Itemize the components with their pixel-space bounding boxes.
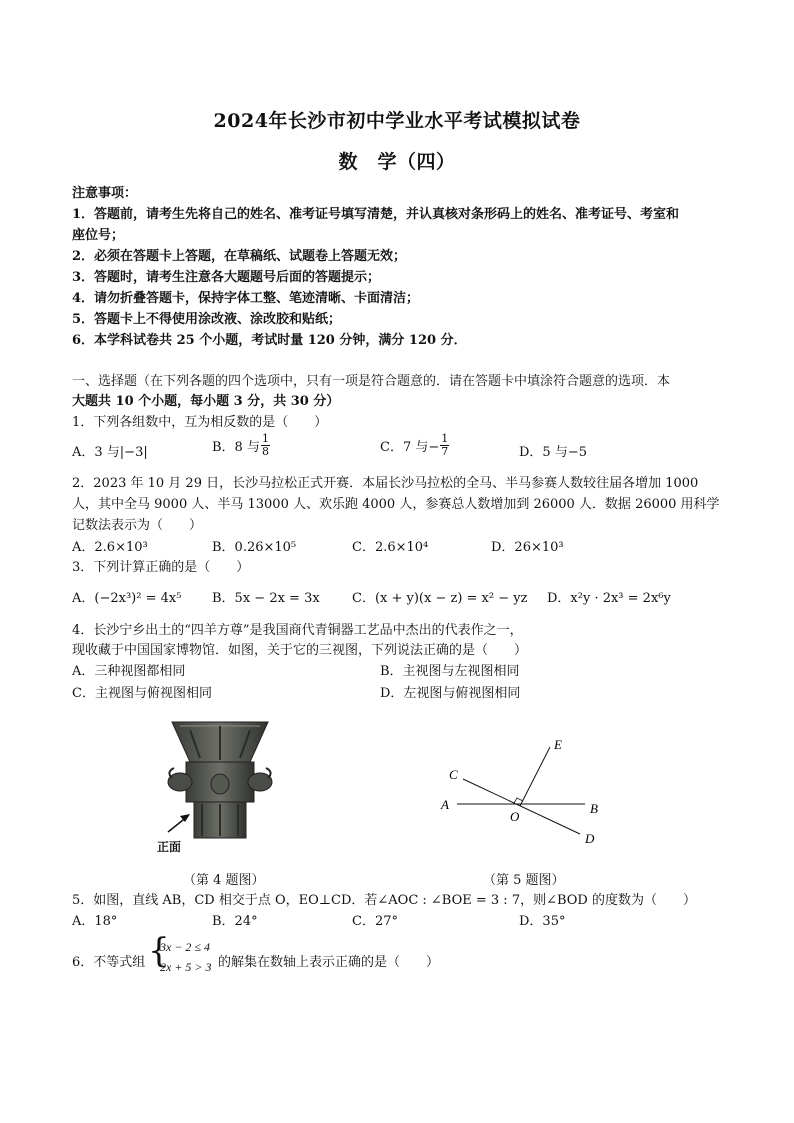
front-view-label: 正面	[157, 840, 182, 854]
q1-option-a: A．3 与|−3|	[72, 445, 148, 460]
notice-heading: 注意事项：	[72, 186, 138, 201]
q2-option-c: C．2.6×10⁴	[352, 540, 429, 555]
q5-option-c: C．27°	[352, 914, 398, 929]
q2-stem-line1: 2．2023 年 10 月 29 日，长沙马拉松正式开赛．本届长沙马拉松的全马、半马参赛人数较往届各增加 1000	[72, 476, 699, 491]
q1-option-d: D．5 与−5	[519, 445, 587, 460]
figure-4-caption: （第 4 题图）	[183, 873, 265, 888]
q2-stem-line3: 记数法表示为（ ）	[72, 518, 203, 533]
q4-option-c: C．主视图与俯视图相同	[72, 686, 212, 701]
ray-oe	[520, 747, 550, 806]
q1-stem: 1．下列各组数中，互为相反数的是（ ）	[72, 415, 328, 430]
label-a: A	[441, 797, 449, 812]
section-heading: 一、选择题（在下列各题的四个选项中，只有一项是符合题意的．请在答题卡中填涂符合题意的选项．本	[72, 374, 671, 389]
q1-option-b: B．8 与 $\frac{1}{8}$	[212, 432, 269, 458]
q2-stem-line2: 人，其中全马 9000 人、半马 13000 人、欢乐跑 4000 人，参赛总人数增加到 26000 人．数据 26000 用科学	[72, 497, 720, 512]
notice-item: 4．请勿折叠答题卡，保持字体工整、笔迹清晰、卡面清洁；	[72, 291, 420, 306]
exam-subtitle: 数 学（四）	[338, 151, 456, 173]
label-b: B	[590, 801, 598, 816]
q5-stem: 5．如图，直线 AB，CD 相交于点 O，EO⊥CD．若∠AOC : ∠BOE = 3 : 7，则∠BOD 的度数为（ ）	[72, 893, 696, 908]
q5-option-a: A．18°	[72, 914, 118, 929]
q2-option-a: A．2.6×10³	[72, 540, 148, 555]
q1-c-numerator: 1	[441, 432, 449, 445]
notice-item: 6．本学科试卷共 25 个小题，考试时量 120 分钟，满分 120 分．	[72, 333, 467, 348]
notice-item: 1．答题前，请考生先将自己的姓名、准考证号填写清楚，并认真核对条形码上的姓名、准考证号、考室和	[72, 207, 680, 222]
q3-option-b: B．5x − 2x = 3x	[212, 591, 320, 606]
q5-option-b: B．24°	[212, 914, 258, 929]
q2-option-d: D．26×10³	[491, 540, 564, 555]
notice-item: 2．必须在答题卡上答题，在草稿纸、试题卷上答题无效；	[72, 249, 407, 264]
q4-option-d: D．左视图与俯视图相同	[380, 686, 521, 701]
q6-stem-post: 的解集在数轴上表示正确的是（ ）	[218, 955, 440, 970]
q1-b-numerator: 1	[261, 432, 269, 445]
q2-option-b: B．0.26×10⁵	[212, 540, 297, 555]
exam-title: 2024年长沙市初中学业水平考试模拟试卷	[213, 110, 581, 132]
q4-stem-line1: 4．长沙宁乡出土的“四羊方尊”是我国商代青铜器工艺品中杰出的代表作之一，	[72, 623, 523, 638]
q6-inequality-2: 2x + 5 > 3	[160, 960, 212, 974]
section-heading-cont: 大题共 10 个小题，每小题 3 分，共 30 分）	[72, 394, 340, 409]
q1-c-denominator: 7	[441, 445, 449, 458]
q1-b-denominator: 8	[261, 445, 269, 458]
q6-stem-pre: 6．不等式组	[72, 955, 146, 970]
q3-option-d: D．x²y · 2x³ = 2x⁶y	[547, 591, 671, 606]
q6-inequality-1: 3x − 2 ≤ 4	[160, 940, 211, 954]
q3-stem: 3．下列计算正确的是（ ）	[72, 560, 250, 575]
notice-item: 座位号；	[72, 228, 125, 243]
q1-option-c: C．7 与− $\frac{1}{7}$	[380, 432, 449, 458]
q4-stem-line2: 现收藏于中国国家博物馆．如图，关于它的三视图，下列说法正确的是（ ）	[72, 643, 528, 658]
q4-option-b: B．主视图与左视图相同	[380, 664, 520, 679]
line-cd	[463, 779, 580, 834]
q3-option-a: A．(−2x³)² = 4x⁵	[72, 591, 182, 606]
notice-item: 3．答题时，请考生注意各大题题号后面的答题提示；	[72, 270, 381, 285]
figure-5-caption: （第 5 题图）	[483, 873, 565, 888]
q3-option-c: C．(x + y)(x − z) = x² − yz	[352, 591, 528, 606]
system-brace: {	[148, 931, 170, 971]
label-e: E	[554, 737, 562, 752]
label-d: D	[585, 831, 595, 846]
label-c: C	[449, 767, 458, 782]
angle-figure	[435, 735, 610, 850]
label-o: O	[510, 809, 520, 824]
notice-item: 5．答题卡上不得使用涂改液、涂改胶和贴纸；	[72, 312, 342, 327]
q5-option-d: D．35°	[519, 914, 566, 929]
q4-option-a: A．三种视图都相同	[72, 664, 186, 679]
